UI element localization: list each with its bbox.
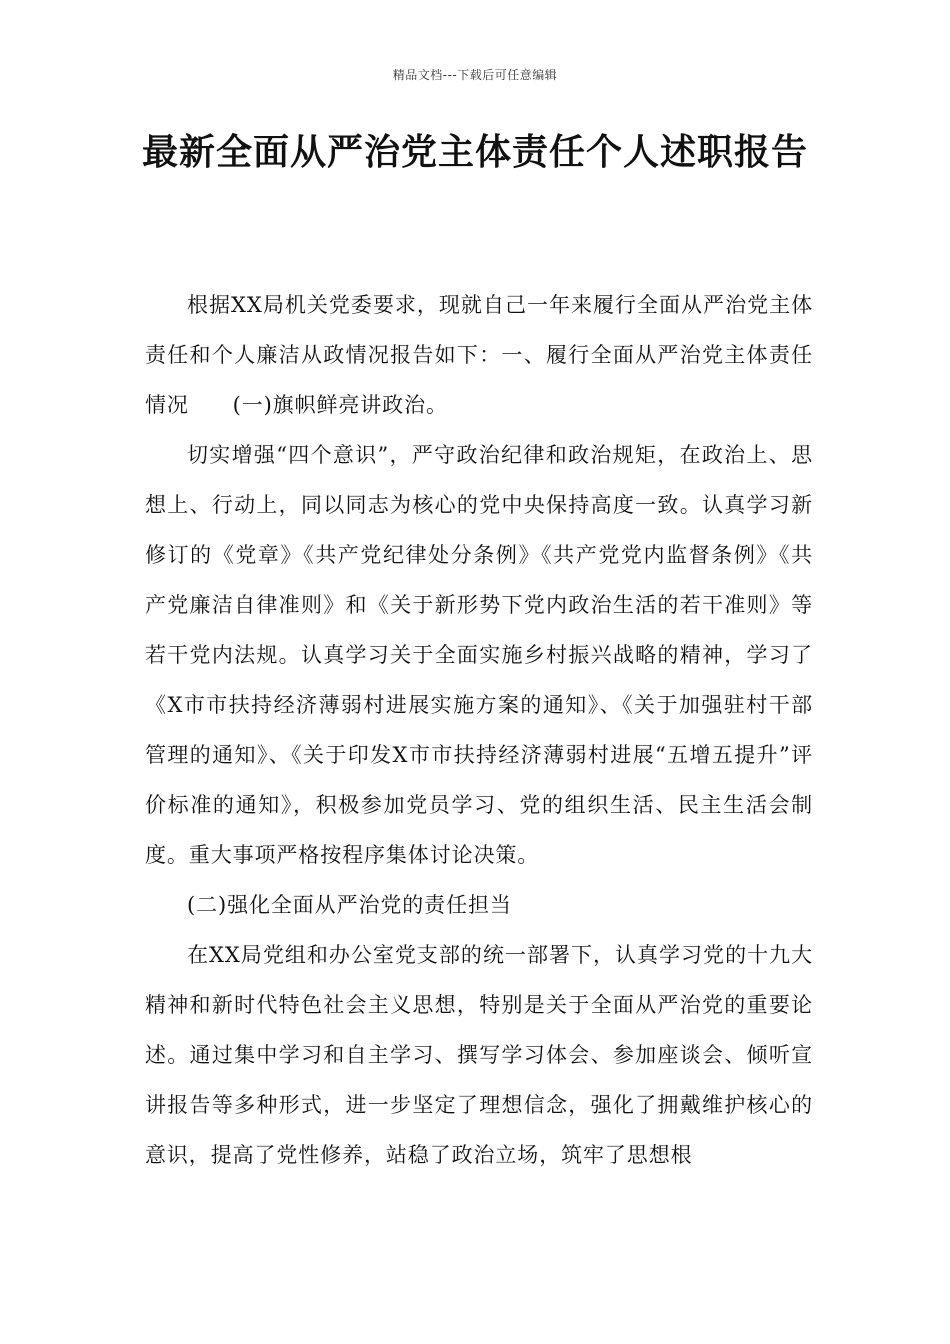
paragraph-responsibility: 在XX局党组和办公室党支部的统一部署下，认真学习党的十九大精神和新时代特色社会主义思想，特别是关于全面从严治党的重要论述。通过集中学习和自主学习、撰写学习体会、参加座谈会、倾听宣讲报告等多种形式，进一步坚定了理想信念，强化了拥戴维护核心的意识，提高了党性修养，站稳了政治立场，筑牢了思想根 <box>145 943 813 1167</box>
section-heading-responsibility: (二)强化全面从严治党的责任担当 <box>187 893 512 917</box>
paragraph-intro: 根据XX局机关党委要求，现就自己一年来履行全面从严治党主体责任和个人廉洁从政情况报告如下：一、履行全面从严治党主体责任情况 (一)旗帜鲜亮讲政治。 <box>145 293 813 417</box>
header-note: 精品文档---下载后可任意编辑 <box>392 68 558 82</box>
paragraph-political-awareness: 切实增强“四个意识”，严守政治纪律和政治规矩，在政治上、思想上、行动上，同以同志为核心的党中央保持高度一致。认真学习新修订的《党章》《共产党纪律处分条例》《共产党党内监督条例》《共产党廉洁自律准则》和《关于新形势下党内政治生活的若干准则》等若干党内法规。认真学习关于全面实施乡村振兴战略的精神，学习了《X市市扶持经济薄弱村进展实施方案的通知》、《关于加强驻村干部管理的通知》、《关于印发X市市扶持经济薄弱村进展“五增五提升”评价标准的通知》，积极参加党员学习、党的组织生活、民主生活会制度。重大事项严格按程序集体讨论决策。 <box>145 443 813 867</box>
document-body <box>145 280 813 1180</box>
document-title: 最新全面从严治党主体责任个人述职报告 <box>141 132 808 173</box>
